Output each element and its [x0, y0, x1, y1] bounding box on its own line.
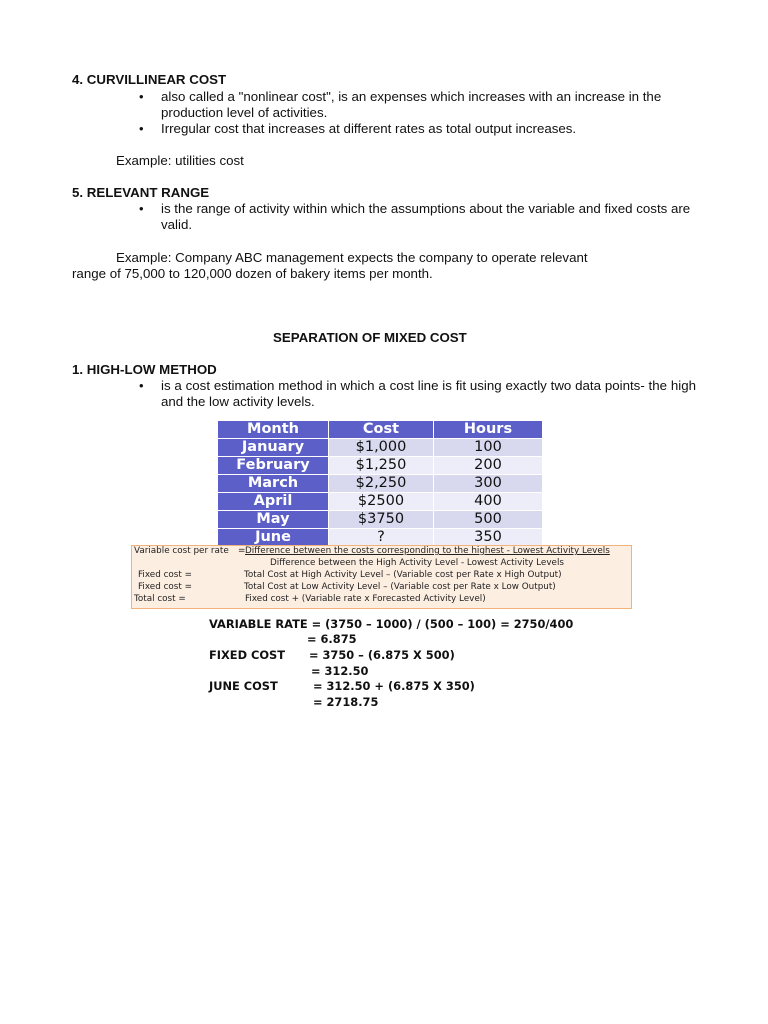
high-low-bullet: is a cost estimation method in which a cost line is fit using exactly two data points- the high and the low activity levels. — [161, 378, 696, 409]
total-cost-label: Total cost = — [134, 594, 186, 604]
hours-cell: 300 — [434, 475, 543, 493]
table-row — [218, 439, 543, 457]
variable-cost-equals: = — [238, 546, 246, 556]
bullet-icon: • — [139, 201, 144, 216]
formula-box — [131, 545, 632, 609]
fixed-cost-high-formula: Total Cost at High Activity Level – (Variable cost per Rate x High Output) — [244, 570, 562, 580]
separation-title: SEPARATION OF MIXED COST — [273, 330, 467, 345]
cost-cell: $2500 — [329, 493, 434, 511]
cost-cell: ? — [329, 529, 434, 547]
section-5-bullet-1: is the range of activity within which the assumptions about the variable and fixed costs are valid. — [161, 201, 691, 232]
section-4-example: Example: utilities cost — [116, 153, 244, 168]
variable-cost-label: Variable cost per rate — [134, 546, 229, 556]
month-cell: January — [218, 439, 329, 457]
table-row — [218, 475, 543, 493]
hours-cell: 350 — [434, 529, 543, 547]
section-5-example-line-2: range of 75,000 to 120,000 dozen of bakery items per month. — [72, 266, 433, 281]
bullet-icon: • — [139, 89, 144, 104]
fixed-cost-label: FIXED COST — [209, 648, 286, 662]
table-header-row — [218, 421, 543, 439]
table-row — [218, 529, 543, 547]
june-cost-label: JUNE COST — [209, 679, 278, 693]
section-5-heading: 5. RELEVANT RANGE — [72, 185, 210, 200]
fixed-cost-high-label: Fixed cost = — [138, 570, 193, 580]
fixed-cost-low-formula: Total Cost at Low Activity Level – (Variable cost per Rate x Low Output) — [244, 582, 556, 592]
column-header-hours: Hours — [434, 421, 543, 439]
fixed-cost-result: = 312.50 — [311, 664, 369, 678]
cost-cell: $1,250 — [329, 457, 434, 475]
variable-cost-denominator: Difference between the High Activity Level - Lowest Activity Levels — [270, 558, 564, 568]
month-cell: February — [218, 457, 329, 475]
section-4-bullet-1: also called a "nonlinear cost", is an expenses which increases with an increase in the production level of activities. — [161, 89, 662, 120]
variable-rate-line: VARIABLE RATE = (3750 – 1000) / (500 – 100) = 2750/400 — [209, 617, 574, 631]
cost-cell: $1,000 — [329, 439, 434, 457]
variable-rate-result: = 6.875 — [307, 632, 357, 646]
month-cell: March — [218, 475, 329, 493]
cost-hours-table — [217, 420, 543, 547]
june-cost-result: = 2718.75 — [313, 695, 379, 709]
bullet-icon: • — [139, 121, 144, 136]
bullet-icon: • — [139, 378, 144, 393]
table-row — [218, 493, 543, 511]
total-cost-formula: Fixed cost + (Variable rate x Forecasted Activity Level) — [245, 594, 486, 604]
hours-cell: 200 — [434, 457, 543, 475]
month-cell: April — [218, 493, 329, 511]
section-4-bullet-2: Irregular cost that increases at different rates as total output increases. — [161, 121, 577, 136]
section-5-example-line-1: Example: Company ABC management expects the company to operate relevant — [116, 250, 588, 265]
fixed-cost-expression: = 3750 – (6.875 X 500) — [309, 648, 455, 662]
table-row — [218, 511, 543, 529]
variable-cost-numerator: Difference between the costs corresponding to the highest - Lowest Activity Levels — [245, 546, 610, 556]
cost-cell: $3750 — [329, 511, 434, 529]
june-cost-expression: = 312.50 + (6.875 X 350) — [313, 679, 475, 693]
table-row — [218, 457, 543, 475]
cost-cell: $2,250 — [329, 475, 434, 493]
hours-cell: 100 — [434, 439, 543, 457]
hours-cell: 500 — [434, 511, 543, 529]
month-cell: June — [218, 529, 329, 547]
month-cell: May — [218, 511, 329, 529]
fixed-cost-low-label: Fixed cost = — [138, 582, 193, 592]
column-header-cost: Cost — [329, 421, 434, 439]
column-header-month: Month — [218, 421, 329, 439]
section-4-heading: 4. CURVILLINEAR COST — [72, 72, 227, 87]
high-low-heading: 1. HIGH-LOW METHOD — [72, 362, 217, 377]
hours-cell: 400 — [434, 493, 543, 511]
